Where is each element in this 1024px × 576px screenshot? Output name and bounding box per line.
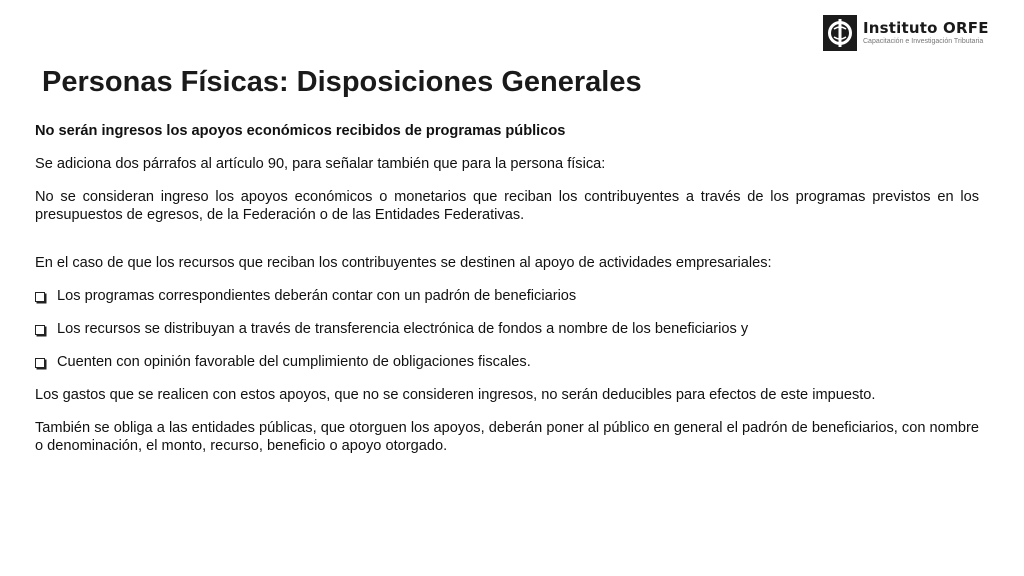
public-registry-paragraph: También se obliga a las entidades públicas, que otorguen los apoyos, deberán poner al público en general el padrón de beneficiarios, con nombre o denominación, el monto, recurso, beneficio o apoyo otorgado. [35,420,979,454]
bullet-item [35,288,979,306]
income-exclusion-paragraph: No se consideran ingreso los apoyos económicos o monetarios que reciban los contribuyentes a través de los programas previstos en los presupuestos de egresos, de la Federación o de las Entidades Federativas. [35,189,979,223]
bullet-text: Cuenten con opinión favorable del cumplimiento de obligaciones fiscales. [57,354,531,370]
logo-tagline: Capacitación e Investigación Tributaria [863,38,984,45]
conditions-intro-paragraph: En el caso de que los recursos que reciban los contribuyentes se destinen al apoyo de actividades empresariales: [35,255,772,271]
institute-logo [823,15,989,51]
non-deductible-paragraph: Los gastos que se realicen con estos apoyos, que no se consideren ingresos, no serán deducibles para efectos de este impuesto. [35,387,876,403]
amendment-paragraph: Se adiciona dos párrafos al artículo 90, para señalar también que para la persona física: [35,156,606,172]
bullet-text: Los recursos se distribuyan a través de transferencia electrónica de fondos a nombre de los beneficiarios y [57,321,749,337]
lead-paragraph: No serán ingresos los apoyos económicos recibidos de programas públicos [35,123,566,139]
checkbox-bullet-icon [35,292,45,302]
logo-name: Instituto ORFE [863,19,989,37]
slide-title: Personas Físicas: Disposiciones Generales [42,66,642,98]
bullet-item [35,354,979,372]
checkbox-bullet-icon [35,325,45,335]
bullet-item [35,321,979,339]
orfe-logo-icon [823,15,857,51]
bullet-text: Los programas correspondientes deberán contar con un padrón de beneficiarios [57,288,577,304]
slide-body [35,123,979,471]
logo-text [863,20,989,46]
checkbox-bullet-icon [35,358,45,368]
